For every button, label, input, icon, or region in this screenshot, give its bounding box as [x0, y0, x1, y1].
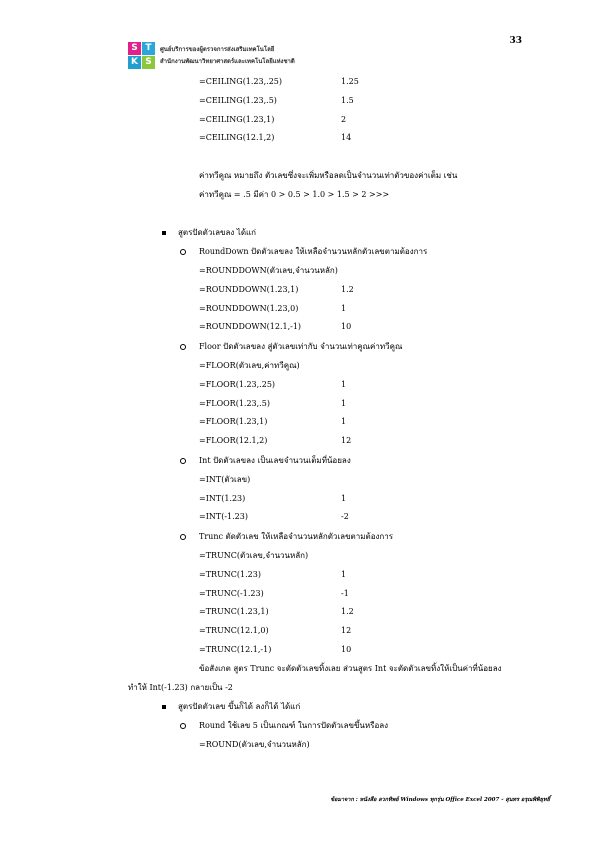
trunc-formula-4: =TRUNC(12.1,0) — [199, 626, 269, 635]
ceiling-note-1: ค่าทวีคูณ หมายถึง ตัวเลขซึ่งจะเพิ่มหรือลดเป็นจำนวนเท่าตัวของค่าเต็ม เช่น — [199, 171, 458, 180]
circle-bullet-icon — [180, 723, 186, 729]
trunc-result-3: 1.2 — [341, 607, 354, 616]
trunc-syntax: =TRUNC(ตัวเลข,จำนวนหลัก) — [199, 551, 309, 560]
trunc-formula-1: =TRUNC(1.23) — [199, 570, 261, 579]
int-formula-1: =INT(1.23) — [199, 494, 246, 503]
trunc-result-2: -1 — [341, 589, 349, 598]
floor-formula-2: =FLOOR(1.23,.5) — [199, 399, 270, 408]
ceiling-result-4: 14 — [341, 133, 352, 142]
rounddown-syntax: =ROUNDDOWN(ตัวเลข,จำนวนหลัก) — [199, 266, 338, 275]
trunc-formula-5: =TRUNC(12.1,-1) — [199, 645, 272, 654]
floor-formula-3: =FLOOR(1.23,1) — [199, 417, 268, 426]
ceiling-result-2: 1.5 — [341, 96, 354, 105]
int-formula-2: =INT(-1.23) — [199, 512, 248, 521]
ceiling-result-1: 1.25 — [341, 77, 359, 86]
circle-bullet-icon — [180, 344, 186, 350]
header-line2: สำนักงานพัฒนาวิทยาศาสตร์และเทคโนโลยีแห่งชาติ — [160, 58, 295, 65]
round-syntax: =ROUND(ตัวเลข,จำนวนหลัก) — [199, 740, 310, 749]
trunc-note-1: ข้อสังเกต สูตร Trunc จะตัดตัวเลขทิ้งเลย ส่วนสูตร Int จะตัดตัวเลขทิ้งให้เป็นค่าที่น้อยลง — [199, 664, 502, 673]
rounddown-result-1: 1.2 — [341, 285, 354, 294]
ceiling-formula-4: =CEILING(12.1,2) — [199, 133, 275, 142]
trunc-formula-3: =TRUNC(1.23,1) — [199, 607, 269, 616]
rounddown-result-3: 10 — [341, 322, 352, 331]
square-bullet-icon — [162, 231, 166, 235]
floor-syntax: =FLOOR(ตัวเลข,ค่าทวีคูณ) — [199, 361, 300, 370]
floor-result-3: 1 — [341, 417, 347, 426]
round-desc: Round ใช้เลข 5 เป็นเกณฑ์ ในการปัดตัวเลขขึ้นหรือลง — [199, 721, 389, 730]
int-desc: Int ปัดตัวเลขลง เป็นเลขจำนวนเต็มที่น้อยลง — [199, 456, 351, 465]
floor-result-2: 1 — [341, 399, 347, 408]
int-syntax: =INT(ตัวเลข) — [199, 475, 251, 484]
logo-letter-t: T — [142, 42, 155, 55]
rounddown-formula-2: =ROUNDDOWN(1.23,0) — [199, 304, 299, 313]
trunc-note-2: ทำให้ Int(-1.23) กลายเป็น -2 — [128, 683, 233, 692]
floor-formula-4: =FLOOR(12.1,2) — [199, 436, 268, 445]
ceiling-formula-3: =CEILING(1.23,1) — [199, 115, 275, 124]
trunc-desc: Trunc ตัดตัวเลข ให้เหลือจำนวนหลักตัวเลขตามต้องการ — [199, 532, 394, 541]
floor-desc: Floor ปัดตัวเลขลง สู่ตัวเลขเท่ากับ จำนวนเท่าคูณค่าทวีคูณ — [199, 342, 403, 351]
square-bullet-icon — [162, 705, 166, 709]
trunc-result-5: 10 — [341, 645, 352, 654]
logo-letter-s2: S — [142, 56, 155, 69]
rounddown-result-2: 1 — [341, 304, 347, 313]
section-round-down: สูตรปัดตัวเลขลง ได้แก่ — [178, 228, 257, 237]
footer-credit: ข้อมาจาก : หนังสือ ลวกทิพย์ Windows ทุกรุ่น Office Excel 2007 - สุนทร อรุณพิพิธุทธิ์ — [330, 797, 550, 803]
floor-result-4: 12 — [341, 436, 352, 445]
floor-formula-1: =FLOOR(1.23,.25) — [199, 380, 276, 389]
int-result-1: 1 — [341, 494, 347, 503]
logo-letter-k: K — [128, 56, 141, 69]
ceiling-result-3: 2 — [341, 115, 347, 124]
circle-bullet-icon — [180, 458, 186, 464]
header-line1: ศูนย์บริการของผู้ตรวจการส่งเสริมเทคโนโลยี — [160, 46, 275, 53]
floor-result-1: 1 — [341, 380, 347, 389]
page-number: 33 — [509, 36, 522, 46]
trunc-result-4: 12 — [341, 626, 352, 635]
rounddown-formula-1: =ROUNDDOWN(1.23,1) — [199, 285, 299, 294]
rounddown-formula-3: =ROUNDDOWN(12.1,-1) — [199, 322, 302, 331]
ceiling-formula-2: =CEILING(1.23,.5) — [199, 96, 277, 105]
trunc-result-1: 1 — [341, 570, 347, 579]
ceiling-note-2: ค่าทวีคูณ = .5 มีค่า 0 > 0.5 > 1.0 > 1.5 > 2 >>> — [199, 190, 390, 199]
stks-logo — [128, 42, 156, 70]
circle-bullet-icon — [180, 249, 186, 255]
section-round-updown: สูตรปัดตัวเลข ขึ้นก็ได้ ลงก็ได้ ได้แก่ — [178, 702, 301, 711]
logo-letter-s: S — [128, 42, 141, 55]
rounddown-desc: RoundDown ปัดตัวเลขลง ให้เหลือจำนวนหลักตัวเลขตามต้องการ — [199, 247, 428, 256]
circle-bullet-icon — [180, 534, 186, 540]
int-result-2: -2 — [341, 512, 349, 521]
ceiling-formula-1: =CEILING(1.23,.25) — [199, 77, 283, 86]
trunc-formula-2: =TRUNC(-1.23) — [199, 589, 264, 598]
